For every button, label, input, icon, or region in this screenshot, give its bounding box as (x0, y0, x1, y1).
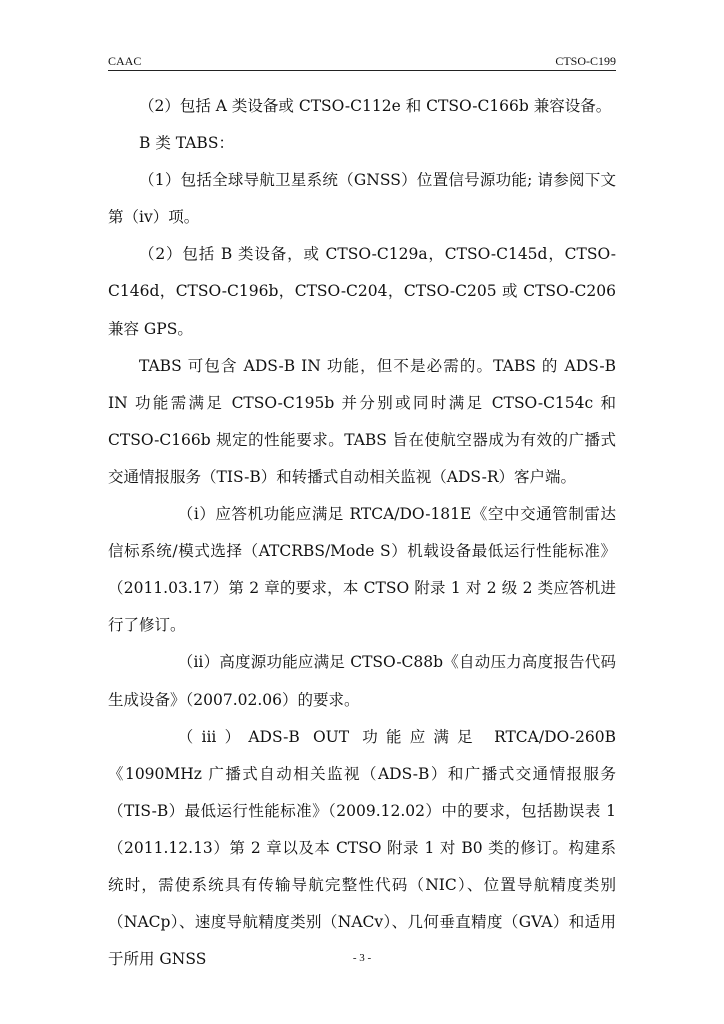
page-number: - 3 - (352, 952, 372, 964)
paragraph-item-i-transponder: （i）应答机功能应满足 RTCA/DO-181E《空中交通管制雷达信标系统/模式选择（ATCRBS/Mode S）机载设备最低运行性能标准》（2011.03.17）第 2 章的要求，本 CTSO 附录 1 对 2 级 2 类应答机进行了修订。 (108, 505, 616, 635)
paragraph-item-iii-ads-b-out: （iii）ADS-B OUT 功能应满足 RTCA/DO-260B《1090MHz 广播式自动相关监视（ADS-B）和广播式交通情报服务（TIS-B）最低运行性能标准》（2009.12.02）中的要求，包括勘误表 1（2011.12.13）第 2 章以及本 CTSO 附录 1 对 B0 类的修订。构建系统时，需使系统具有传输导航完整性代码（NIC）、位置导航精度类别（NACp）、速度导航精度类别（NACv）、几何垂直精度（GVA）和适用于所用 GNSS (108, 727, 616, 969)
paragraph-class-b-item-2: （2）包括 B 类设备，或 CTSO-C129a，CTSO-C145d，CTSO-C146d，CTSO-C196b，CTSO-C204，CTSO-C205 或 CTSO-C206 兼容 GPS。 (108, 245, 616, 338)
header-left-text: CAAC (108, 54, 142, 68)
page-header (108, 52, 616, 71)
document-body (108, 88, 616, 978)
paragraph-ads-b-in: TABS 可包含 ADS-B IN 功能，但不是必需的。TABS 的 ADS-B IN 功能需满足 CTSO-C195b 并分别或同时满足 CTSO-C154c 和 CTSO-C166b 规定的性能要求。TABS 旨在使航空器成为有效的广播式交通情报服务（TIS-B）和转播式自动相关监视（ADS-R）客户端。 (108, 356, 616, 486)
paragraph-class-b-item-1: （1）包括全球导航卫星系统（GNSS）位置信号源功能; 请参阅下文第（iv）项。 (108, 171, 616, 227)
header-right-text: CTSO-C199 (555, 54, 616, 68)
paragraph-item-ii-altitude-source: （ii）高度源功能应满足 CTSO-C88b《自动压力高度报告代码生成设备》（2007.02.06）的要求。 (108, 653, 616, 709)
paragraph-class-b-heading: B 类 TABS： (139, 134, 234, 153)
paragraph-class-a-item-2: （2）包括 A 类设备或 CTSO-C112e 和 CTSO-C166b 兼容设备。 (139, 97, 612, 115)
